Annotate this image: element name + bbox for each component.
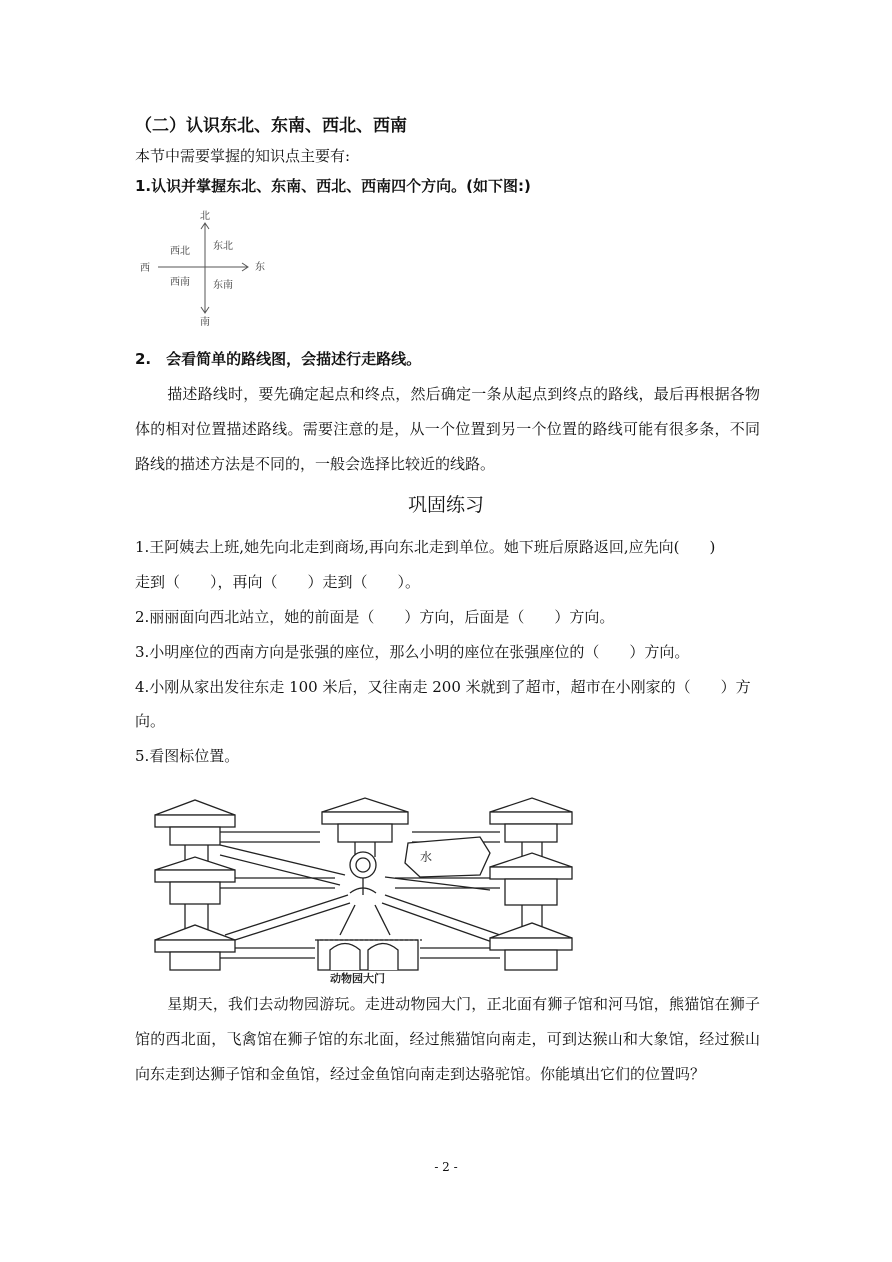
label-southeast: 东南 bbox=[213, 280, 233, 291]
pavilion-top-center bbox=[322, 798, 408, 842]
label-west: 西 bbox=[140, 263, 150, 274]
question-1-line-1: 1.王阿姨去上班,她先向北走到商场,再向东北走到单位。她下班后原路返回,应先向( ) bbox=[135, 538, 716, 556]
question-3: 3.小明座位的西南方向是张强的座位，那么小明的座位在张强座位的（ ）方向。 bbox=[135, 643, 690, 661]
exercise-title: 巩固练习 bbox=[407, 494, 484, 516]
question-1-line-2: 走到（ ），再向（ ）走到（ ）。 bbox=[135, 573, 421, 591]
zoo-gate bbox=[315, 940, 422, 970]
pavilion-bottom-right bbox=[490, 923, 572, 970]
section-heading: （二）认识东北、东南、西北、西南 bbox=[135, 116, 407, 136]
label-east: 东 bbox=[255, 262, 265, 273]
page-number: - 2 - bbox=[434, 1160, 458, 1174]
question-2: 2.丽丽面向西北站立，她的前面是（ ）方向，后面是（ ）方向。 bbox=[135, 608, 615, 626]
zoo-map-diagram bbox=[150, 795, 575, 985]
question-5: 5.看图标位置。 bbox=[135, 747, 240, 765]
story-text: 星期天，我们去动物园游玩。走进动物园大门，正北面有狮子馆和河马馆，熊猫馆在狮子馆的西北面，飞禽馆在狮子馆的东北面，经过熊猫馆向南走，可到达猴山和大象馆，经过猴山向东走到达狮子馆和金鱼馆，经过金鱼馆向南走到达骆驼馆。你能填出它们的位置吗？ bbox=[135, 995, 760, 1083]
pavilion-top-left bbox=[155, 800, 235, 845]
pavilion-top-right bbox=[490, 798, 572, 842]
knowledge-point-2: 2. 会看简单的路线图，会描述行走路线。 bbox=[135, 350, 422, 368]
compass-diagram bbox=[130, 205, 280, 335]
gate-label: 动物园大门 bbox=[330, 972, 385, 985]
water-label: 水 bbox=[420, 850, 433, 864]
route-paragraph-text: 描述路线时，要先确定起点和终点，然后确定一条从起点到终点的路线，最后再根据各物体的相对位置描述路线。需要注意的是，从一个位置到另一个位置的路线可能有很多条，不同路线的描述方法是不同的，一般会选择比较近的线路。 bbox=[135, 385, 760, 473]
section-intro: 本节中需要掌握的知识点主要有: bbox=[135, 147, 351, 165]
label-northeast: 东北 bbox=[213, 241, 233, 252]
center-lion-icon bbox=[350, 852, 376, 895]
story-paragraph bbox=[135, 987, 760, 1092]
water-pond bbox=[405, 837, 490, 877]
pavilion-bottom-left bbox=[155, 925, 235, 970]
label-south: 南 bbox=[200, 317, 210, 328]
route-paragraph bbox=[135, 377, 760, 482]
label-northwest: 西北 bbox=[170, 246, 190, 257]
label-southwest: 西南 bbox=[170, 277, 190, 288]
question-4-line-2: 向。 bbox=[135, 712, 166, 730]
pavilion-middle-left bbox=[155, 857, 235, 904]
label-north: 北 bbox=[200, 211, 210, 222]
pavilion-middle-right bbox=[490, 853, 572, 905]
question-4-line-1: 4.小刚从家出发往东走 100 米后，又往南走 200 米就到了超市，超市在小刚家的（ ）方 bbox=[135, 678, 751, 696]
knowledge-point-1: 1.认识并掌握东北、东南、西北、西南四个方向。(如下图:) bbox=[135, 177, 531, 195]
